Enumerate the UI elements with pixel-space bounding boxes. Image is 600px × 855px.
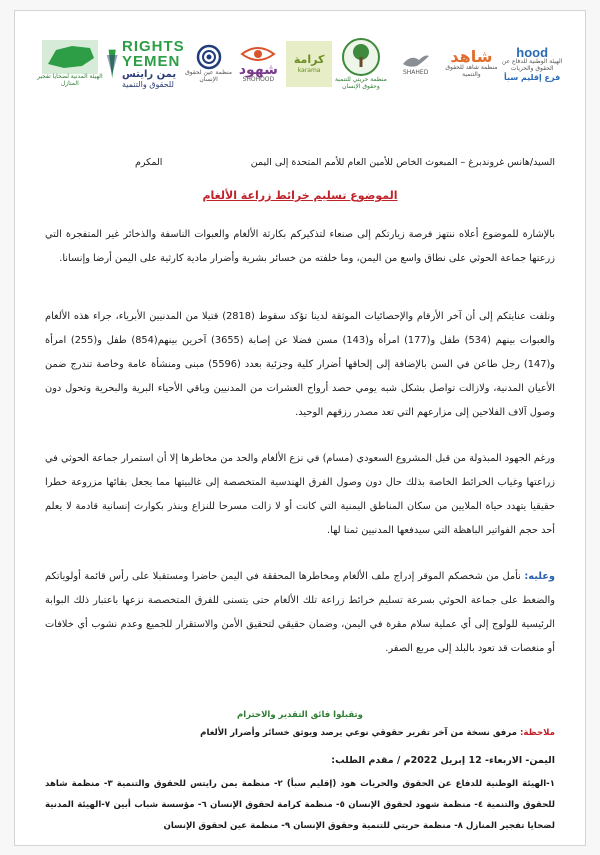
logo-hoodo: [499, 33, 565, 95]
paragraph-request: [45, 565, 555, 661]
addressee-name: السيد/هانس غروندبرغ – المبعوث الخاص للأمين العام للأمم المتحدة إلى اليمن: [250, 157, 555, 168]
dove-icon: [401, 52, 431, 70]
hoodo-caption: الهيئة الوطنية للدفاع عن الحقوق والحريات: [501, 58, 563, 72]
shuhood-caption: SHOHOOD: [242, 75, 275, 83]
shuhood-arabic-name: شهود: [238, 61, 278, 78]
rights-yemen-arabic-name: يمن رايتس: [122, 68, 177, 80]
logo-karama: [284, 33, 334, 95]
request-keyword: وعليه:: [524, 571, 555, 582]
tree-seal-icon: [341, 37, 381, 77]
signatory-list: ١-الهيئة الوطنية للدفاع عن الحقوق والحريات هود (إقليم سبأ) ٢- منظمة يمن رايتس للحقوق والتنمية ٣- منظمة شاهد للحقوق والتنمية ٤- منظمة شهود لحقوق الإنسان ٥- منظمة كرامة لحقوق الإنسان ٦- مؤسسة شباب أبين ٧-الهيئة المدنية لضحايا تفجير المنازل ٨- منظمة حريتي للتنمية وحقوق الإنسان ٩- منظمة عين لحقوق الإنسان: [45, 779, 555, 831]
letter-page: [14, 10, 586, 846]
attachment-note: [45, 728, 555, 738]
mine-victims-caption: الهيئة المدنية لضحايا تفجير المنازل: [37, 73, 103, 87]
harithi-caption: منظمة حريتي للتنمية وحقوق الإنسان: [334, 76, 387, 90]
logo-shahed: [388, 33, 444, 95]
eye-target-icon: [196, 44, 222, 70]
hoodo-branch: فرع إقليم سبأ: [504, 72, 561, 82]
ain-caption: منظمة عين لحقوق الإنسان: [185, 69, 233, 83]
paragraph-masam: ورغم الجهود المبذولة من قبل المشروع السعودي (مسام) في نزع الألغام والحد من مخاطرها إلا أن استمرار جماعة الحوثي في زراعتها وغياب الخرائط الخاصة بذلك حال دون وصول الفرق الهندسية المتخصصة إلى غالبيتها مما يجعل بقائها مزروعة خطرا حقيقيا يتهدد حياة الملايين من سكان المناطق اليمنية التي كانت أو لا زالت مسرحا للنزاع وينذر بكوارث إنسانية قادمة لا يعلم أحد حجم الفواتير الباهظة التي سيدفعها المدنيين ثمنا لها.: [45, 453, 555, 536]
yemen-map-icon: [42, 40, 98, 74]
logo-ain: [185, 33, 233, 95]
karama-caption: karama: [297, 66, 321, 74]
hoodo-logo-word: hood: [516, 45, 549, 61]
logo-mine-victims-commission: [35, 33, 105, 95]
note-label: ملاحظة:: [519, 728, 555, 738]
logo-harithi: [334, 33, 388, 95]
closing-line: وتقبلوا فائق التقدير والاحترام: [237, 710, 363, 720]
note-text: مرفق نسخة من آخر تقرير حقوقي نوعي يرصد ويوثق خسائر وأضرار الألغام: [200, 728, 517, 738]
eye-icon: [240, 45, 276, 63]
logo-strip: [35, 33, 565, 95]
logo-shahed-org: [444, 33, 500, 95]
rights-yemen-arabic-sub: للحقوق والتنمية: [122, 79, 174, 89]
request-text: نأمل من شخصكم الموقر إدراج ملف الألغام ومخاطرها المحققة في اليمن حاضرا ومستقبلا على رأس قائمة أولوياتكم والضغط على جماعة الحوثي بسرعة تسليم خرائط زراعة تلك الألغام حتى يتسنى للفرق المتخصصة نزعها باعتبار ذلك البوابة الرئيسية للولوج إلى أي عملية سلام مقرة في اليمن، وضمان حقيقي لتحقيق الأمن والاستقرار للجميع وعدم نشوب أي خلافات أو منغصات قد تعود بالبلد إلى مربع الصفر.: [45, 571, 555, 654]
letter-subject: الموضوع تسليم خرائط زراعة الألغام: [202, 189, 398, 202]
rights-yemen-title-1: RIGHTS: [122, 37, 185, 55]
karama-arabic-name: كرامة: [293, 53, 325, 67]
honorific: المكرم: [135, 157, 163, 168]
date-line: اليمن- الاربعاء- 12 إبريل 2022م / مقدم الطلب:: [331, 755, 555, 766]
karama-badge: [286, 41, 332, 87]
logo-rights-yemen: [105, 33, 185, 95]
shahed-rights-caption: SHAHED: [402, 68, 429, 76]
paragraph-intro: بالإشارة للموضوع أعلاه ننتهز فرصة زيارتكم إلى صنعاء لتذكيركم بكارثة الألغام والعبوات الناسفة والذخائر غير المتفجرة التي زرعتها جماعة الحوثي على نطاق واسع من اليمن، وما خلفته من خسائر بشرية وأضرار مادية كارثية على اليمن أرضا وإنسانا.: [45, 229, 555, 264]
addressee-line: [45, 157, 555, 168]
rights-yemen-emblem-icon: [105, 46, 119, 82]
shahed-sub-caption: منظمة شاهد للحقوق والتنمية: [445, 64, 498, 78]
paragraph-statistics: ونلفت عنايتكم إلى أن آخر الأرقام والإحصائيات الموثقة لدينا تؤكد سقوط (2818) قتيلا من المدنيين الأبرياء، جراء هذه الألغام والعبوات بينهم (534) طفل و(177) امرأة و(143) مسن فضلا عن إصابة (3655) آخرين بينهم(854) طفل و(255) امرأة و(147) رجل طاعن في السن بالإضافة إلى إلحاقها أضرار كلية وجزئية بعدد (5596) مبنى ومنشأة عامة وخاصة تندرج ضمن الأعيان المدنية، ولازالت تواصل بشكل شبه يومي حصد أرواح العشرات من المدنيين وباقي الأحياء البرية والبحرية وتحول دون وصول آلاف الفلاحين إلى مزارعهم التي تعد مصدر رزقهم الوحيد.: [45, 311, 556, 418]
shahed-arabic-name: شاهد: [450, 47, 493, 67]
rights-yemen-title-2: YEMEN: [122, 52, 181, 70]
logo-shuhood: [232, 33, 284, 95]
